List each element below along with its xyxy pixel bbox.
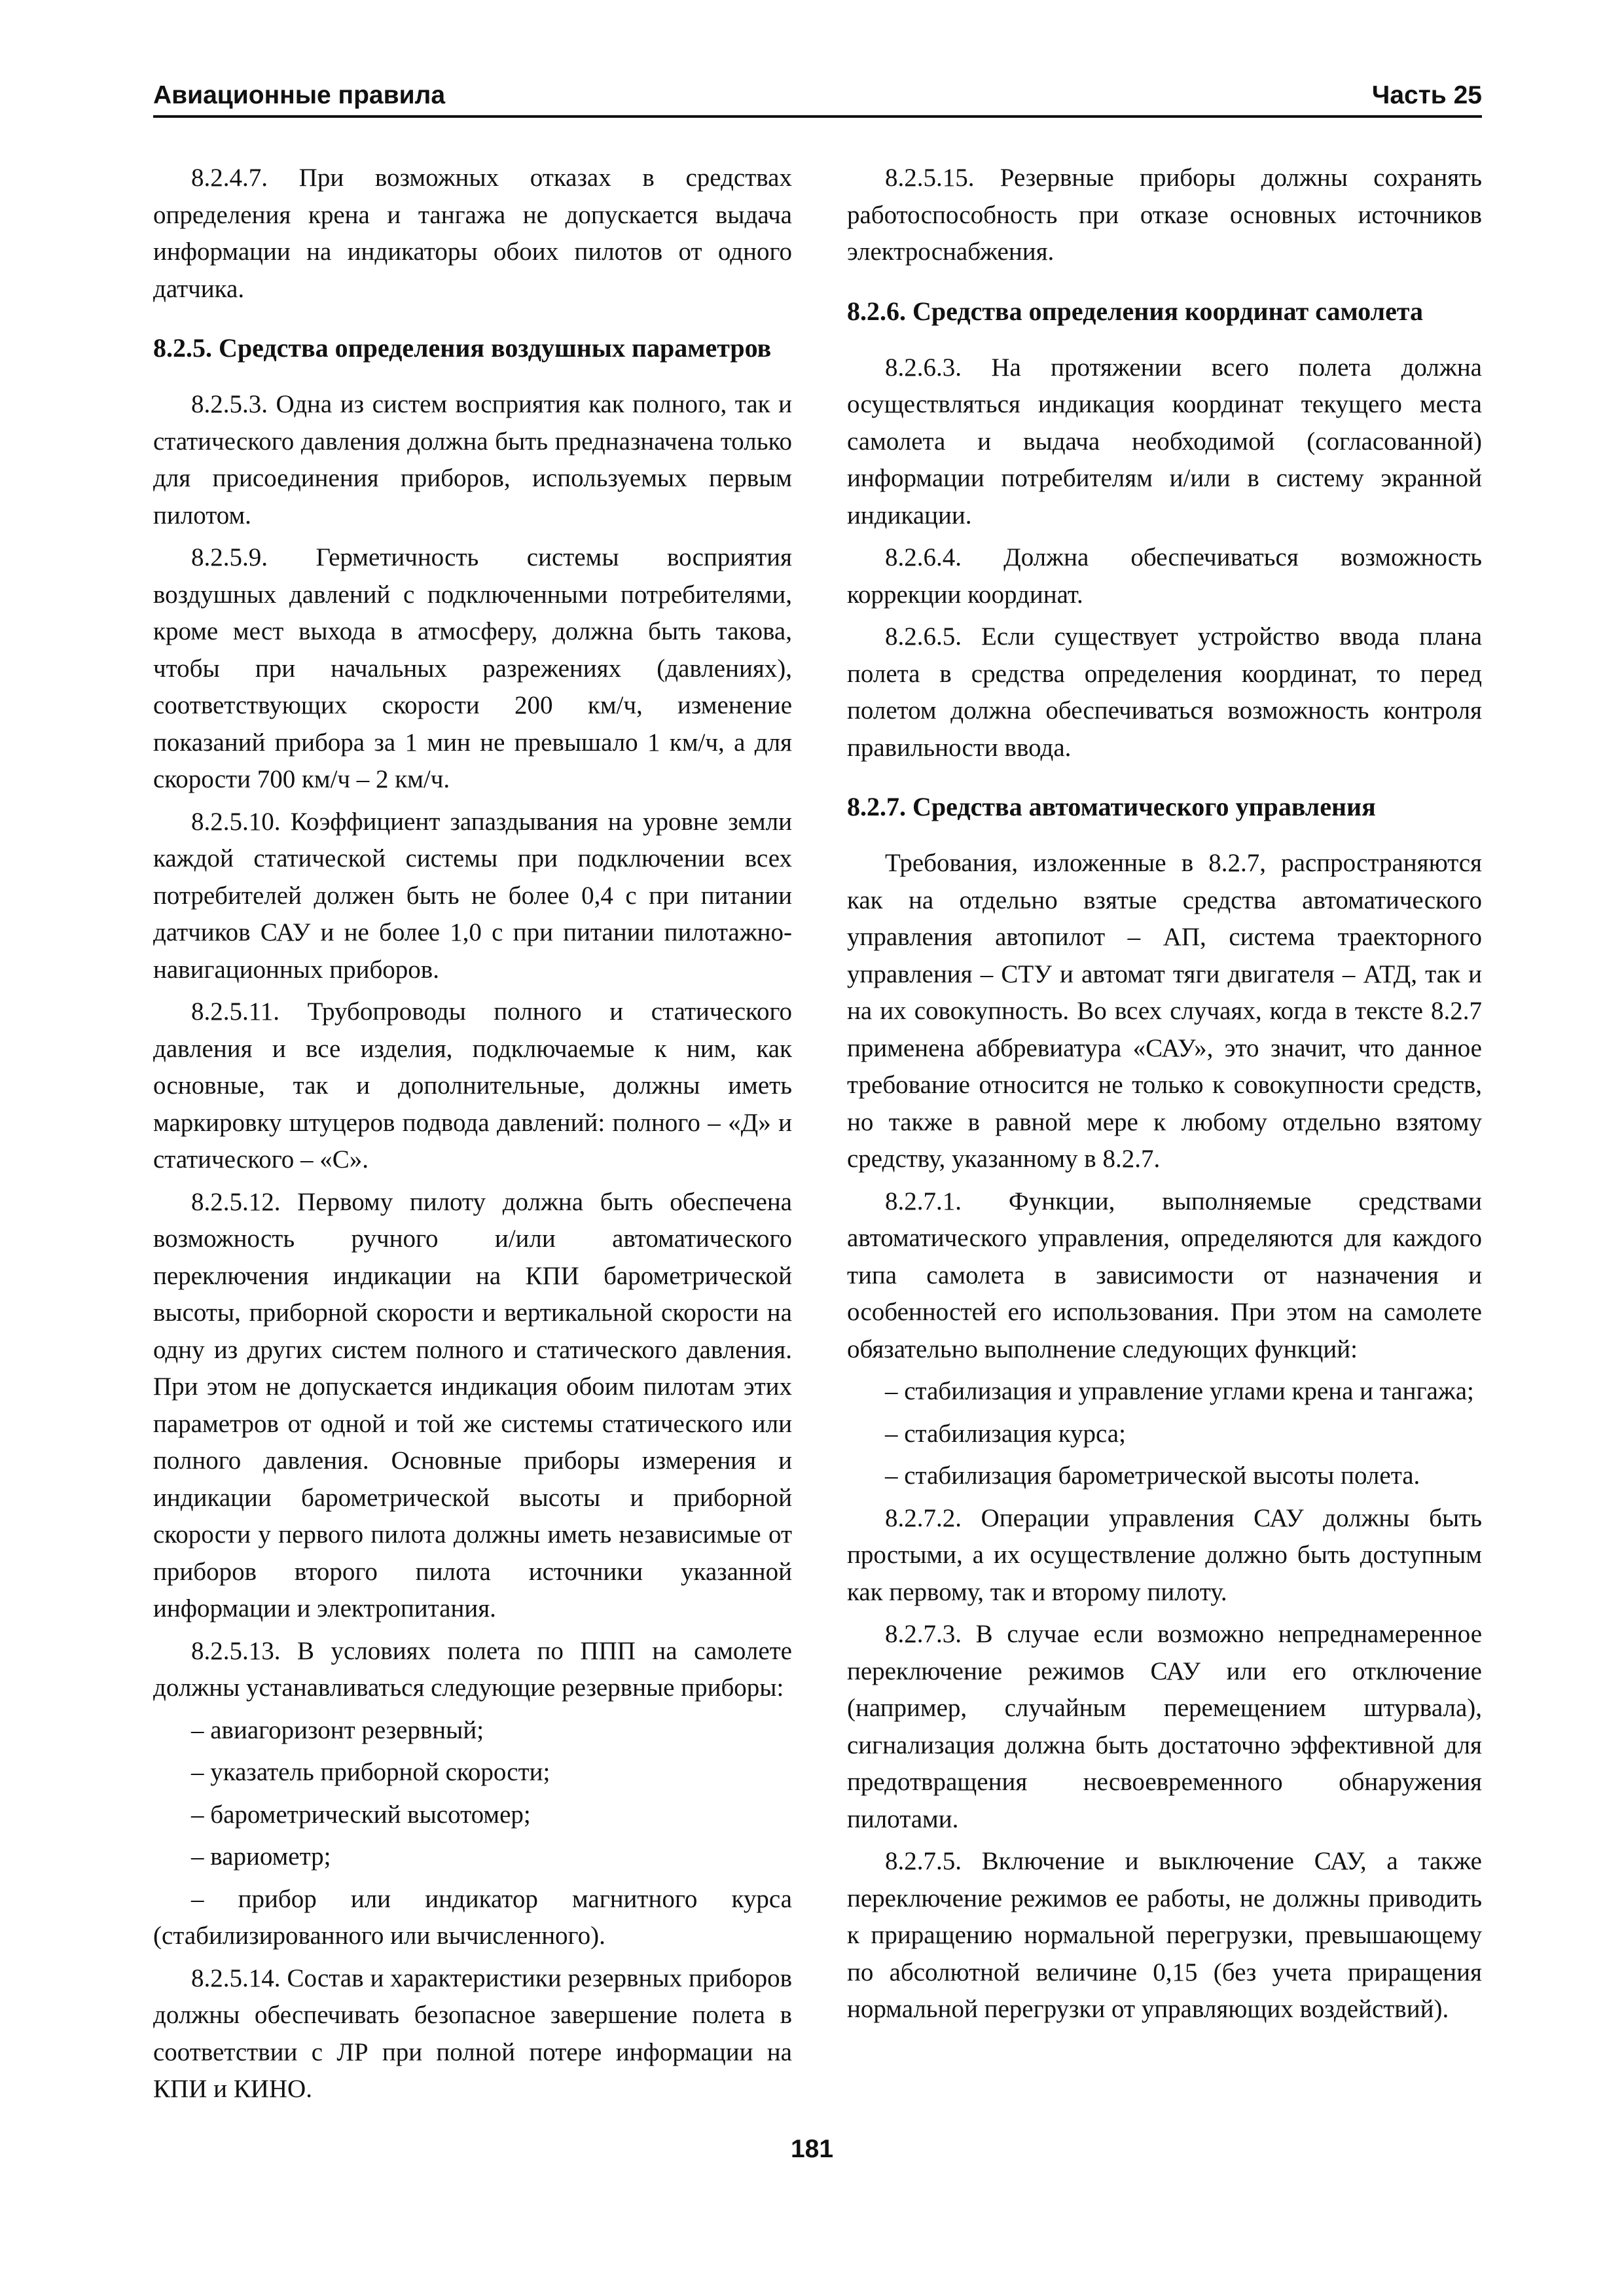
paragraph-8-2-7-2: 8.2.7.2. Операции управления САУ должны быть простыми, а их осуществление должно быть доступным как первому, так и второму пилоту. [847, 1503, 1482, 1606]
paragraph-8-2-5-14: 8.2.5.14. Состав и характеристики резервных приборов должны обеспечивать безопасное завершение полета в соответствии с ЛР при полной потере информации на КПИ и КИНО. [153, 1964, 792, 2103]
paragraph-8-2-6-4: 8.2.6.4. Должна обеспечиваться возможность коррекции координат. [847, 543, 1482, 609]
list-item: – стабилизация и управление углами крена и тангажа; [885, 1377, 1474, 1405]
section-heading-8-2-6: 8.2.6. Средства определения координат самолета [847, 296, 1423, 326]
list-item: – стабилизация курса; [885, 1419, 1126, 1448]
paragraph-8-2-5-10: 8.2.5.10. Коэффициент запаздывания на уровне земли каждой статической системы при подключении всех потребителей должен быть не более 0,4 с при питании датчиков САУ и не более 1,0 с при питании пилотажно-навигационных приборов. [153, 807, 792, 984]
page-number: 181 [790, 2135, 834, 2163]
list-item: – прибор или индикатор магнитного курса (стабилизированного или вычисленного). [153, 1884, 792, 1950]
paragraph-8-2-7-1: 8.2.7.1. Функции, выполняемые средствами автоматического управления, определяются для каждого типа самолета в зависимости от назначения и особенностей его использования. При этом на самолете обязательно выполнение следующих функций: [847, 1187, 1482, 1363]
header-title: Авиационные правила [153, 81, 446, 109]
paragraph-8-2-6-5: 8.2.6.5. Если существует устройство ввода плана полета в средства определения координат, то перед полетом должна обеспечиваться возможность контроля правильности ввода. [847, 622, 1482, 762]
paragraph-8-2-5-13: 8.2.5.13. В условиях полета по ППП на самолете должны устанавливаться следующие резервные приборы: [153, 1636, 792, 1702]
list-item: – авиагоризонт резервный; [191, 1715, 484, 1744]
section-heading-8-2-5: 8.2.5. Средства определения воздушных параметров [153, 333, 772, 363]
paragraph-8-2-5-12: 8.2.5.12. Первому пилоту должна быть обеспечена возможность ручного и/или автоматического переключения индикации на КПИ барометрической высоты, приборной скорости и вертикальной скорости на одну из других систем полного и статического давления. При этом не допускается индикация обоим пилотам этих параметров от одной и той же системы статического или полного давления. Основные приборы измерения и индикации барометрической высоты и приборной скорости у первого пилота должны иметь независимые от приборов второго пилота источники указанной информации и электропитания. [153, 1187, 792, 1623]
paragraph-8-2-7-3: 8.2.7.3. В случае если возможно непреднамеренное переключение режимов САУ или его отключение (например, случайным перемещением штурвала), сигнализация должна быть достаточно эффективной для предотвращения несвоевременного обнаружения пилотами. [847, 1620, 1482, 1833]
paragraph-8-2-5-11: 8.2.5.11. Трубопроводы полного и статического давления и все изделия, подключаемые к ним, как основные, так и дополнительные, должны иметь маркировку штуцеров подвода давлений: полного – «Д» и статического – «С». [153, 997, 792, 1174]
list-item: – барометрический высотомер; [191, 1800, 531, 1829]
left-column [153, 160, 792, 2113]
paragraph-8-2-5-15: 8.2.5.15. Резервные приборы должны сохранять работоспособность при отказе основных источников электроснабжения. [847, 164, 1482, 266]
running-header [153, 77, 1482, 118]
header-part: Часть 25 [1371, 81, 1482, 109]
paragraph-8-2-4-7: 8.2.4.7. При возможных отказах в средствах определения крена и тангажа не допускается выдача информации на индикаторы обоих пилотов от одного датчика. [153, 164, 792, 303]
paragraph-8-2-5-3: 8.2.5.3. Одна из систем восприятия как полного, так и статического давления должна быть предназначена только для присоединения приборов, используемых первым пилотом. [153, 390, 792, 529]
list-item: – вариометр; [191, 1842, 331, 1871]
list-item: – указатель приборной скорости; [191, 1758, 550, 1786]
list-item: – стабилизация барометрической высоты полета. [885, 1462, 1420, 1490]
paragraph-8-2-5-9: 8.2.5.9. Герметичность системы восприятия воздушных давлений с подключенными потребителями, кроме мест выхода в атмосферу, должна быть такова, чтобы при начальных разрежениях (давлениях), соответствующих скорости 200 км/ч, изменение показаний прибора за 1 мин не превышало 1 км/ч, а для скорости 700 км/ч – 2 км/ч. [153, 543, 792, 793]
right-column [847, 160, 1482, 2034]
paragraph-8-2-7-5: 8.2.7.5. Включение и выключение САУ, а также переключение режимов ее работы, не должны приводить к приращению нормальной перегрузки, превышающему по абсолютной величине 0,15 (без учета приращения нормальной перегрузки от управляющих воздействий). [847, 1847, 1482, 2023]
paragraph-8-2-6-3: 8.2.6.3. На протяжении всего полета должна осуществляться индикация координат текущего места самолета и выдача необходимой (согласованной) информации потребителям и/или в систему экранной индикации. [847, 353, 1482, 529]
section-heading-8-2-7: 8.2.7. Средства автоматического управления [847, 792, 1376, 821]
paragraph-8-2-7-intro: Требования, изложенные в 8.2.7, распространяются как на отдельно взятые средства автоматического управления автопилот – АП, система траекторного управления – СТУ и автомат тяги двигателя – АТД, так и на их совокупность. Во всех случаях, когда в тексте 8.2.7 применена аббревиатура «САУ», это значит, что данное требование относится не только к совокупности средств, но также в равной мере к любому отдельно взятому средству, указанному в 8.2.7. [847, 849, 1482, 1173]
